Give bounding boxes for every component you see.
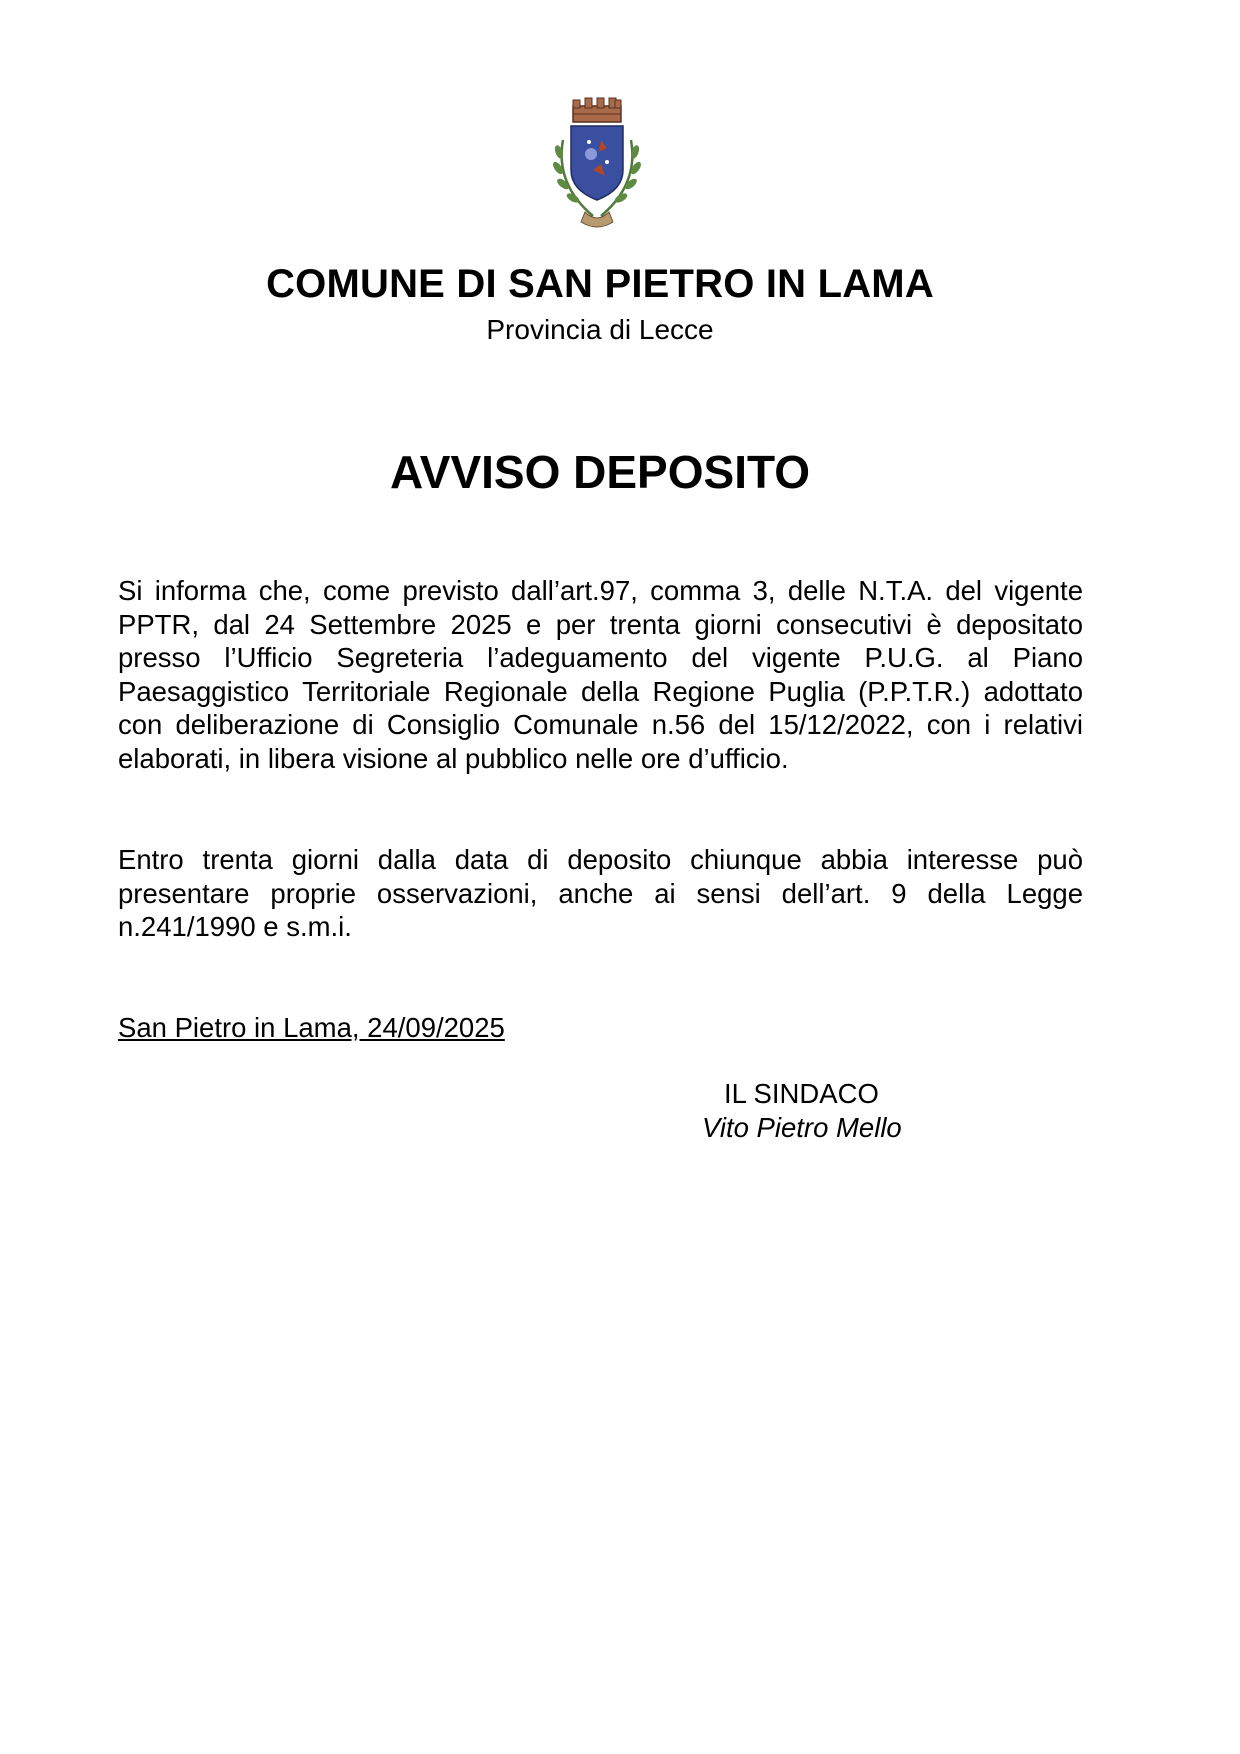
notice-paragraph-2: Entro trenta giorni dalla data di deposito chiunque abbia interesse può presentare proprie osservazioni, anche ai sensi dell’art. 9 della Legge n.241/1990 e s.m.i. [118, 844, 1083, 942]
signer-role: IL SINDACO [724, 1078, 879, 1109]
place-and-date: San Pietro in Lama, 24/09/2025 [118, 1012, 505, 1043]
notice-paragraph-1: Si informa che, come previsto dall’art.97, comma 3, delle N.T.A. del vigente PPTR, dal 24 Settembre 2025 e per trenta giorni consecutivi è depositato presso l’Ufficio Segreteria l’adeguamento del vigente P.U.G. al Piano Paesaggistico Territoriale Regionale della Regione Puglia (P.P.T.R.) adottato con deliberazione di Consiglio Comunale n.56 del 15/12/2022, con i relativi elaborati, in libera visione al pubblico nelle ore d’ufficio. [118, 575, 1083, 774]
notice-title: AVVISO DEPOSITO [389, 446, 811, 498]
coat-of-arms-icon [541, 92, 653, 234]
municipality-title: COMUNE DI SAN PIETRO IN LAMA [266, 262, 934, 306]
signer-name: Vito Pietro Mello [702, 1112, 902, 1143]
province-subtitle: Provincia di Lecce [486, 314, 714, 345]
